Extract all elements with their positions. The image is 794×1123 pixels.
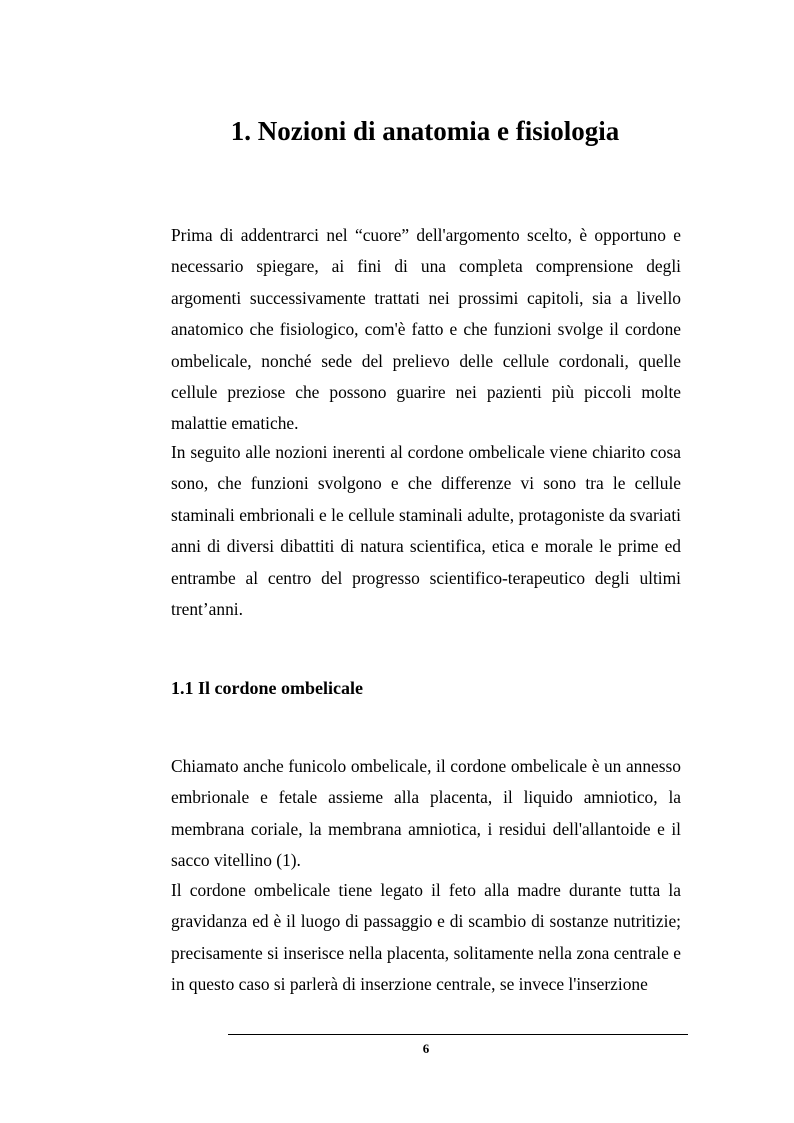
footer-divider <box>228 1034 688 1035</box>
intro-paragraph-2: In seguito alle nozioni inerenti al cordone ombelicale viene chiarito cosa sono, che funzioni svolgono e che differenze vi sono tra le cellule staminali embrionali e le cellule staminali adulte, protagoniste da svariati anni di diversi dibattiti di natura scientifica, etica e morale le prime ed entrambe al centro del progresso scientifico-terapeutico degli ultimi trent’anni. <box>171 442 681 620</box>
chapter-title: 1. Nozioni di anatomia e fisiologia <box>230 116 620 146</box>
section-paragraph-2: Il cordone ombelicale tiene legato il feto alla madre durante tutta la gravidanza ed è il luogo di passaggio e di scambio di sostanze nutritizie; precisamente si inserisce nella placenta, solitamente nella zona centrale e in questo caso si parlerà di inserzione centrale, se invece l'inserzione <box>171 880 681 995</box>
section-paragraph-1: Chiamato anche funicolo ombelicale, il cordone ombelicale è un annesso embrionale e fetale assieme alla placenta, il liquido amniotico, la membrana coriale, la membrana amniotica, i residui dell'allantoide e il sacco vitellino (1). <box>171 756 681 871</box>
intro-paragraph-1: Prima di addentrarci nel “cuore” dell'argomento scelto, è opportuno e necessario spiegare, ai fini di una completa comprensione degli argomenti successivamente trattati nei prossimi capitoli, sia a livello anatomico che fisiologico, com'è fatto e che funzioni svolge il cordone ombelicale, nonché sede del prelievo delle cellule cordonali, quelle cellule preziose che possono guarire nei pazienti più piccoli molte malattie ematiche. <box>171 225 681 434</box>
page-number: 6 <box>422 1041 430 1056</box>
section-title: 1.1 Il cordone ombelicale <box>171 678 363 698</box>
